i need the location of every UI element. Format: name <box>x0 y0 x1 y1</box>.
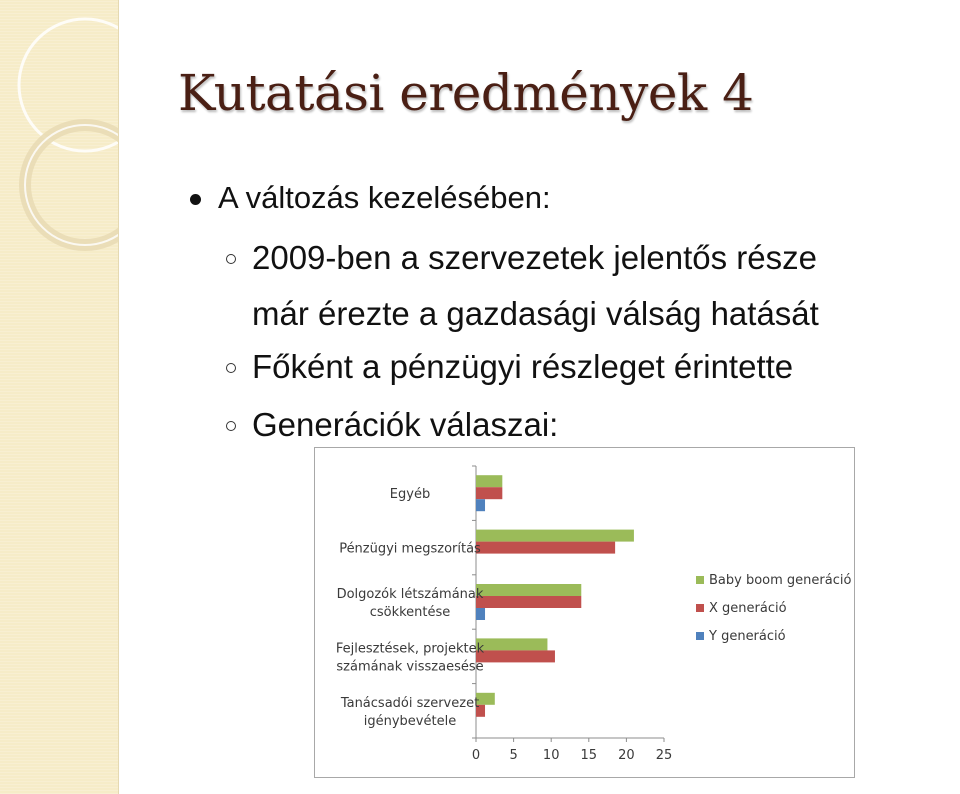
bar-1-0 <box>476 487 502 499</box>
category-label: számának visszaesése <box>336 659 484 675</box>
category-label: csökkentése <box>369 605 451 620</box>
decorative-left-band <box>0 0 119 794</box>
bar-0-2 <box>476 584 581 596</box>
x-tick-label: 15 <box>580 748 598 763</box>
sub-bullet-ring-icon <box>226 421 236 431</box>
bar-2-2 <box>476 608 485 620</box>
legend-swatch <box>696 632 704 640</box>
slide-title: Kutatási eredmények 4 <box>178 64 754 122</box>
bar-2-0 <box>476 499 485 511</box>
bar-0-1 <box>476 530 634 542</box>
bar-chart <box>315 448 854 777</box>
bar-0-3 <box>476 638 547 650</box>
legend-swatch <box>696 604 704 612</box>
bar-1-2 <box>476 596 581 608</box>
sub-bullet-1-line-1: 2009-ben a szervezetek jelentős része <box>252 239 817 276</box>
x-tick-label: 25 <box>655 748 673 763</box>
category-label: Dolgozók létszámának <box>336 587 484 602</box>
x-tick-label: 10 <box>542 748 560 763</box>
category-label: Pénzügyi megszorítás <box>339 541 481 557</box>
category-label: igénybevétele <box>363 713 457 729</box>
legend-swatch <box>696 576 704 584</box>
category-label: Tanácsadói szervezet <box>340 695 480 711</box>
sub-bullet-1-line-2: már érezte a gazdasági válság hatását <box>252 295 819 332</box>
legend-label: Y generáció <box>709 629 786 644</box>
bullet-main-text: A változás kezelésében: <box>218 180 551 215</box>
category-label: Fejlesztések, projektek <box>335 641 485 657</box>
x-tick-label: 0 <box>471 748 481 763</box>
bar-0-0 <box>476 475 502 487</box>
legend-label: X generáció <box>709 601 787 616</box>
sub-bullet-ring-icon <box>226 254 236 264</box>
chart-frame <box>314 447 855 778</box>
sub-bullet-ring-icon <box>226 363 236 373</box>
legend-label: Baby boom generáció <box>709 573 852 588</box>
bar-1-3 <box>476 650 555 662</box>
category-label: Egyéb <box>389 487 431 503</box>
x-tick-label: 5 <box>509 748 518 763</box>
sub-bullet-2-line-1: Főként a pénzügyi részleget érintette <box>252 348 794 385</box>
x-tick-label: 20 <box>618 748 635 763</box>
sub-bullet-3-line-1: Generációk válaszai: <box>252 406 559 443</box>
bar-1-1 <box>476 542 615 554</box>
decorative-rings <box>0 0 118 794</box>
bullet-dot-icon <box>190 194 201 205</box>
